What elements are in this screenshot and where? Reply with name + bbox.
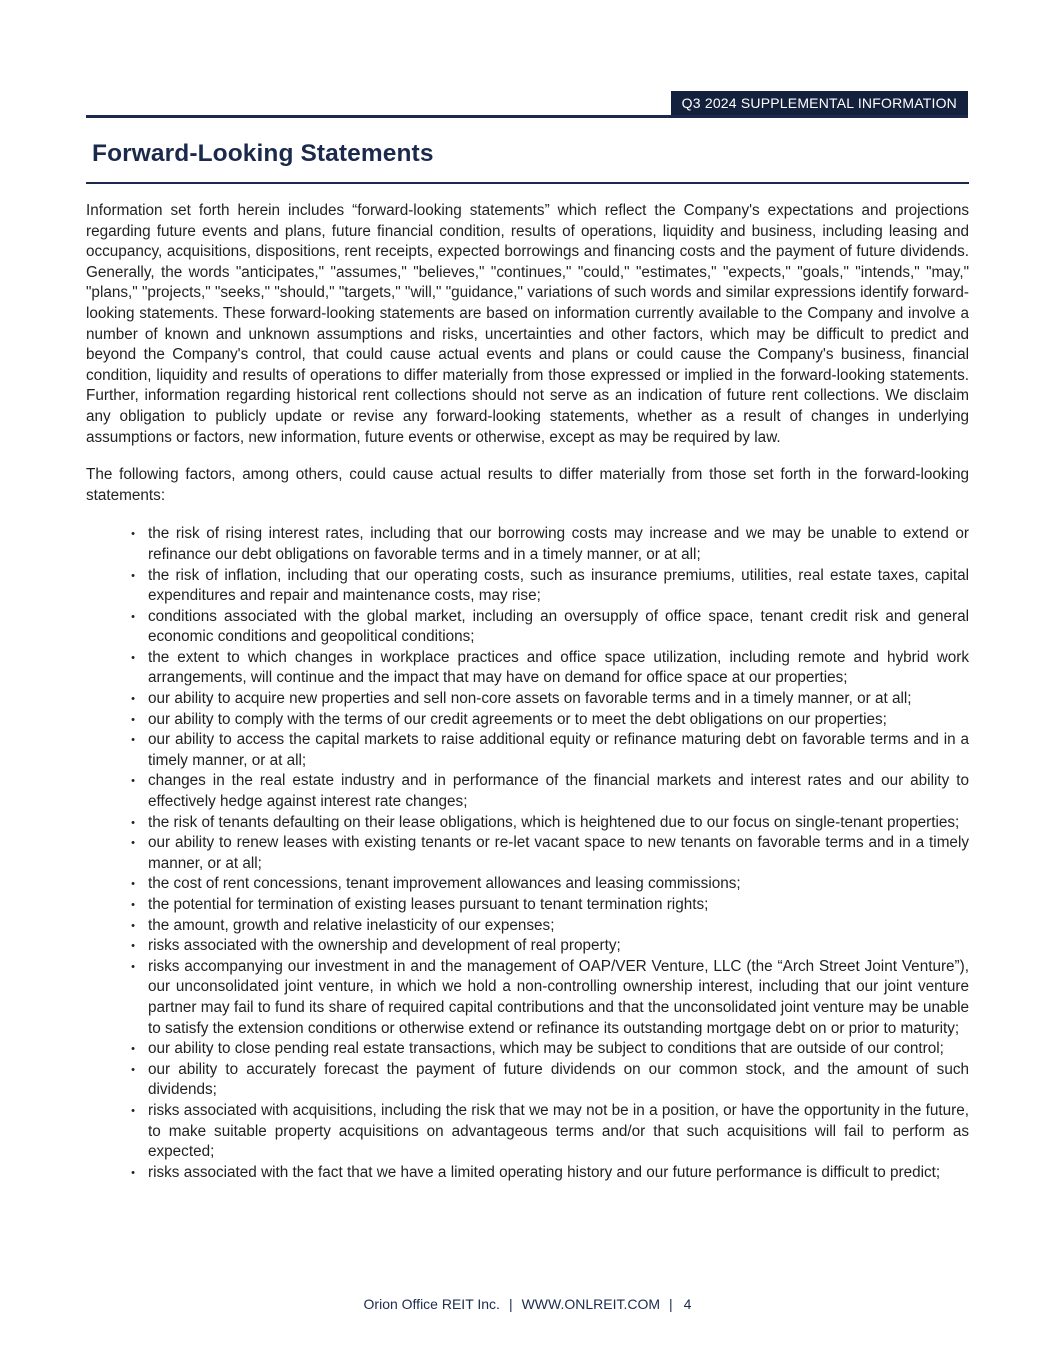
bullet-icon: • xyxy=(131,1043,135,1056)
footer-company: Orion Office REIT Inc. xyxy=(363,1296,500,1312)
risk-factor-item xyxy=(86,936,969,957)
footer-separator: | xyxy=(669,1296,673,1312)
risk-factor-text: the potential for termination of existing leases pursuant to tenant termination rights; xyxy=(148,896,709,913)
risk-factor-item xyxy=(86,813,969,834)
bullet-icon: • xyxy=(131,1104,135,1117)
risk-factor-text: the cost of rent concessions, tenant improvement allowances and leasing commissions; xyxy=(148,875,741,893)
bullet-icon: • xyxy=(131,775,135,788)
risk-factor-item xyxy=(86,648,969,689)
bullet-icon: • xyxy=(131,569,135,582)
page-footer xyxy=(0,1296,1055,1312)
bullet-icon: • xyxy=(131,693,135,706)
risk-factor-text: our ability to renew leases with existing tenants or re-let vacant space to new tenants on favorable terms and in a timely manner, or at all; xyxy=(148,834,969,872)
bullet-icon: • xyxy=(131,960,135,973)
factors-lead-paragraph: The following factors, among others, could cause actual results to differ materially from those set forth in the forward-looking statements: xyxy=(86,466,969,504)
bullet-icon: • xyxy=(131,899,135,911)
risk-factor-text: the risk of rising interest rates, including that our borrowing costs may increase and we may be unable to extend or refinance our debt obligations on favorable terms and in a timely manner, or at all; xyxy=(148,525,969,563)
footer-website: WWW.ONLREIT.COM xyxy=(521,1296,661,1312)
title-divider xyxy=(86,182,969,184)
risk-factor-item xyxy=(86,874,969,895)
risk-factor-item xyxy=(86,1039,969,1060)
risk-factor-item xyxy=(86,1101,969,1163)
risk-factor-text: our ability to accurately forecast the payment of future dividends on our common stock, and the amount of such dividends; xyxy=(148,1060,969,1099)
report-title-badge: Q3 2024 SUPPLEMENTAL INFORMATION xyxy=(671,91,968,115)
risk-factor-text: conditions associated with the global market, including an oversupply of office space, tenant credit risk and general economic conditions and geopolitical conditions; xyxy=(148,607,969,646)
bullet-icon: • xyxy=(131,837,135,850)
bullet-icon: • xyxy=(131,734,135,747)
risk-factor-item xyxy=(86,895,969,916)
risk-factor-text: risks associated with the ownership and development of real property; xyxy=(148,937,621,955)
risk-factor-item xyxy=(86,689,969,710)
risk-factor-item xyxy=(86,771,969,812)
bullet-icon: • xyxy=(131,1063,135,1076)
risk-factor-text: the amount, growth and relative inelasticity of our expenses; xyxy=(148,916,555,934)
risk-factor-text: our ability to acquire new properties and sell non-core assets on favorable terms and in a timely manner, or at all; xyxy=(148,690,912,708)
bullet-icon: • xyxy=(131,816,135,829)
risk-factor-item xyxy=(86,710,969,731)
page-title: Forward-Looking Statements xyxy=(92,140,434,167)
bullet-icon: • xyxy=(131,878,135,891)
risk-factor-item xyxy=(86,730,969,771)
risk-factor-text: the risk of inflation, including that our operating costs, such as insurance premiums, utilities, real estate taxes, capital expenditures and repair and maintenance costs, may rise; xyxy=(148,566,969,605)
risk-factor-text: risks accompanying our investment in and the management of OAP/VER Venture, LLC (the “Arch Street Joint Venture”), our unconsolidated joint venture, in which we hold a non-controlling ownership interest, including that our joint venture partner may fail to fund its share of required capital contributions and that the unconsolidated joint venture may be unable to satisfy the extension conditions or otherwise extend or refinance its outstanding mortgage debt on or prior to maturity; xyxy=(148,957,969,1037)
bullet-icon: • xyxy=(131,713,135,726)
main-content xyxy=(86,94,969,1183)
risk-factor-item xyxy=(86,1163,969,1184)
risk-factor-item xyxy=(86,957,969,1039)
risk-factor-text: our ability to access the capital markets to raise additional equity or refinance maturing debt on favorable terms and in a timely manner, or at all; xyxy=(148,731,969,769)
risk-factor-text: the risk of tenants defaulting on their lease obligations, which is heightened due to our focus on single-tenant properties; xyxy=(148,813,960,831)
risk-factor-item xyxy=(86,566,969,607)
risk-factor-text: changes in the real estate industry and in performance of the financial markets and interest rates and our ability to effectively hedge against interest rate changes; xyxy=(148,772,969,811)
bullet-icon: • xyxy=(131,940,135,953)
risk-factor-list xyxy=(86,524,969,1183)
risk-factor-item xyxy=(86,1060,969,1101)
footer-page-number: 4 xyxy=(683,1296,692,1312)
bullet-icon: • xyxy=(131,610,135,623)
risk-factor-text: our ability to comply with the terms of our credit agreements or to meet the debt obligations on our properties; xyxy=(148,710,887,728)
intro-paragraph: Information set forth herein includes “forward-looking statements” which reflect the Company's expectations and projections regarding future events and plans, future financial condition, results of operations, liquidity and business, including leasing and occupancy, acquisitions, dispositions, rent receipts, expected borrowings and financing costs and the payment of future dividends. Generally, the words "anticipates," "assumes," "believes," "continues," "could," "estimates," "expects," "goals," "intends," "may," "plans," "projects," "seeks," "should," "targets," "will," "guidance," variations of such words and similar expressions identify forward-looking statements. These forward-looking statements are based on information currently available to the Company and involve a number of known and unknown assumptions and risks, uncertainties and other factors, which may be difficult to predict and beyond the Company's control, that could cause actual events and plans or could cause the Company's business, financial condition, liquidity and results of operations to differ materially from those expressed or implied in the forward-looking statements. Further, information regarding historical rent collections should not serve as an indication of future rent collections. We disclaim any obligation to publicly update or revise any forward-looking statements, whether as a result of changes in underlying assumptions or factors, new information, future events or otherwise, except as may be required by law. xyxy=(86,202,969,446)
risk-factor-text: the extent to which changes in workplace practices and office space utilization, including remote and hybrid work arrangements, will continue and the impact that may have on demand for office space at our properties; xyxy=(148,648,969,687)
risk-factor-item xyxy=(86,833,969,874)
risk-factor-item xyxy=(86,916,969,937)
risk-factor-text: risks associated with acquisitions, including the risk that we may not be in a position, or have the opportunity in the future, to make suitable property acquisitions on advantageous terms and/or that such acquisitions will fail to perform as expected; xyxy=(148,1101,969,1161)
bullet-icon: • xyxy=(131,1166,135,1179)
risk-factor-item xyxy=(86,524,969,565)
bullet-icon: • xyxy=(131,651,135,664)
footer-separator: | xyxy=(508,1296,513,1312)
bullet-icon: • xyxy=(131,528,135,541)
risk-factor-text: risks associated with the fact that we have a limited operating history and our future performance is difficult to predict; xyxy=(148,1163,941,1181)
risk-factor-text: our ability to close pending real estate transactions, which may be subject to conditions that are outside of our control; xyxy=(148,1040,944,1058)
risk-factor-item xyxy=(86,607,969,648)
bullet-icon: • xyxy=(131,919,135,932)
